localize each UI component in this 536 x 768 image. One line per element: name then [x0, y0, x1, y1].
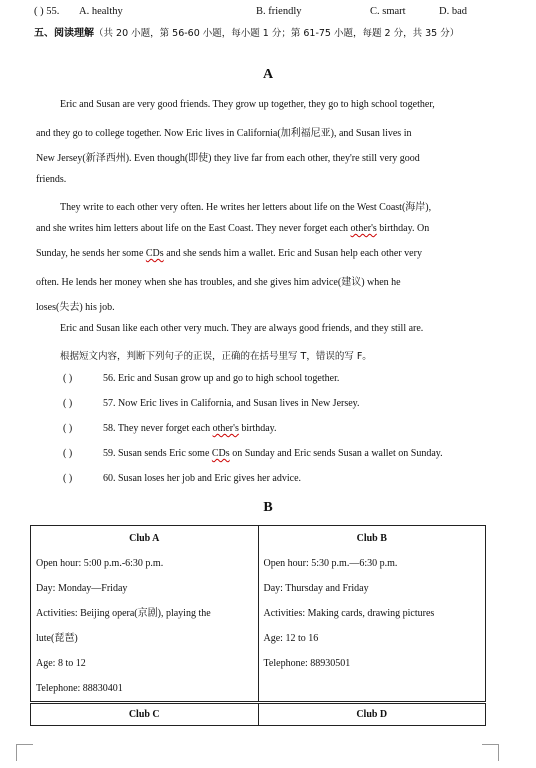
passage-a-line: Eric and Susan like each other very much. They are always good friends, and they still are. [60, 323, 424, 334]
answer-paren: ( ) [63, 423, 73, 434]
club-a-age: Age: 8 to 12 [36, 658, 86, 669]
q55-option-c: C. smart [370, 6, 406, 17]
question-text: birthday. [238, 423, 277, 434]
table-row [31, 526, 486, 703]
section-heading [34, 27, 504, 41]
table-row [31, 703, 486, 726]
passage-a-heading: A [262, 67, 274, 82]
passage-a-line: friends. [36, 174, 67, 185]
passage-a-line [36, 248, 422, 259]
passage-a-line: New Jersey(新泽西州). Even though(即使) they live far from each other, they're still very good [36, 153, 420, 164]
q55-option-d: D. bad [439, 6, 467, 17]
club-b-cell [258, 526, 486, 703]
club-a-open-hour: Open hour: 5:00 p.m.-6:30 p.m. [36, 558, 164, 569]
question-text: 60. Susan loses her job and Eric gives her advice. [103, 473, 302, 484]
question-text: 57. Now Eric lives in California, and Susan lives in New Jersey. [103, 398, 360, 409]
text-run: Sunday, he sends her some [36, 248, 146, 259]
answer-paren: ( ) [63, 398, 73, 409]
club-a-title: Club A [129, 533, 160, 544]
passage-a-line [36, 223, 429, 234]
passage-a-line: loses(失去) his job. [36, 302, 115, 313]
wavy-underlined-word: CDs [211, 448, 230, 459]
page-corner-mark [16, 744, 33, 761]
section-description: （共 20 小题，第 56-60 小题，每小题 1 分；第 61-75 小题，每题 2 分，共 35 分） [94, 28, 460, 39]
question-text: 59. Susan sends Eric some [103, 448, 212, 459]
club-a-day: Day: Monday—Friday [36, 583, 128, 594]
wavy-underlined-word: other's [350, 223, 377, 234]
answer-paren: ( ) [63, 448, 73, 459]
club-b-open-hour: Open hour: 5:30 p.m.—6:30 p.m. [263, 558, 398, 569]
club-a-telephone: Telephone: 88830401 [36, 683, 123, 694]
question-58 [63, 423, 277, 434]
text-run: birthday. On [376, 223, 430, 234]
question-59 [63, 448, 443, 459]
passage-a-line: and they go to college together. Now Eric lives in California(加利福尼亚), and Susan lives in [36, 128, 412, 139]
passage-b-heading: B [263, 500, 273, 515]
club-b-telephone: Telephone: 88930501 [263, 658, 351, 669]
question-text: 56. Eric and Susan grow up and go to high school together. [103, 373, 340, 384]
club-b-activities: Activities: Making cards, drawing pictures [263, 608, 435, 619]
section-title: 五、阅读理解 [34, 28, 94, 39]
question-text: 58. They never forget each [103, 423, 213, 434]
club-b-title: Club B [356, 533, 387, 544]
passage-a-line: Eric and Susan are very good friends. They grow up together, they go to high school together, [60, 99, 435, 110]
passage-a-line: They write to each other very often. He writes her letters about life on the West Coast(海岸), [60, 202, 432, 213]
club-b-age: Age: 12 to 16 [263, 633, 319, 644]
text-run: and she sends him a wallet. Eric and Susan help each other very [163, 248, 422, 259]
q55-option-a: A. healthy [79, 6, 123, 17]
wavy-underlined-word: other's [212, 423, 239, 434]
wavy-underlined-word: CDs [145, 248, 164, 259]
question-text: on Sunday and Eric sends Susan a wallet on Sunday. [229, 448, 443, 459]
club-d-title: Club D [258, 703, 486, 726]
q55-option-b: B. friendly [256, 6, 302, 17]
question-60 [63, 473, 301, 484]
answer-paren: ( ) [63, 473, 73, 484]
club-c-title: Club C [31, 703, 259, 726]
q55-stem: ( ) 55. [34, 6, 60, 17]
page-corner-mark [482, 744, 499, 761]
instruction: 根据短文内容，判断下列句子的正误，正确的在括号里写 T，错误的写 F。 [60, 351, 372, 362]
question-56 [63, 373, 339, 384]
club-a-activities: Activities: Beijing opera(京剧), playing the [36, 608, 211, 619]
answer-paren: ( ) [63, 373, 73, 384]
club-b-day: Day: Thursday and Friday [263, 583, 369, 594]
club-a-cell [31, 526, 259, 703]
text-run: and she writes him letters about life on the East Coast. They never forget each [36, 223, 351, 234]
club-a-activities-cont: lute(琵琶) [36, 633, 78, 644]
passage-a-line: often. He lends her money when she has troubles, and she gives him advice(建议) when he [36, 277, 401, 288]
question-57 [63, 398, 360, 409]
clubs-table [30, 525, 486, 726]
